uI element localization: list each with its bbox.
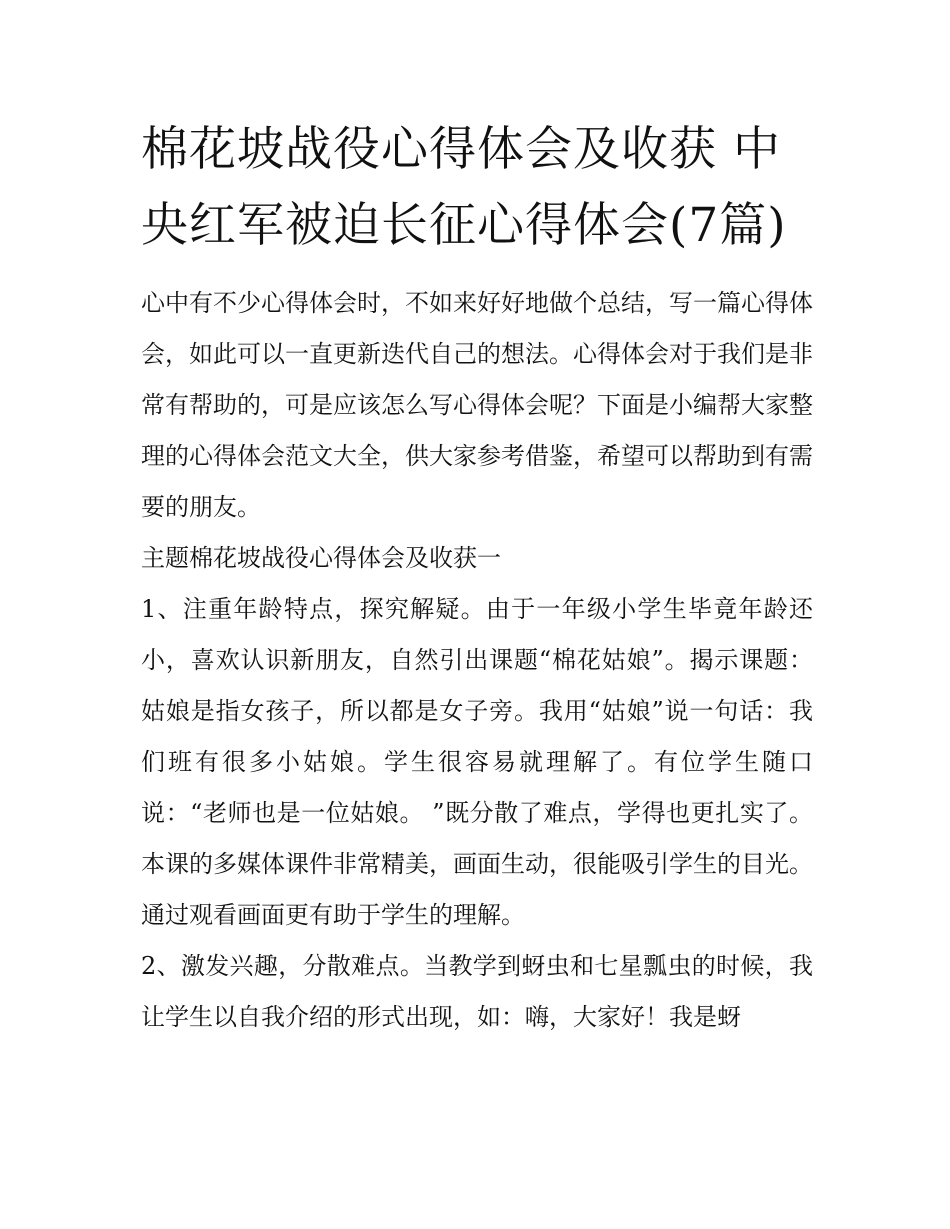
document-page: [141, 112, 813, 1043]
body-paragraph-1: 1、注重年龄特点，探究解疑。由于一年级小学生毕竟年龄还小，喜欢认识新朋友，自然引出课题“棉花姑娘”。揭示课题：姑娘是指女孩子，所以都是女子旁。我用“姑娘”说一句话：我们班有很多小姑娘。学生很容易就理解了。有位学生随口说：“老师也是一位姑娘。 ”既分散了难点，学得也更扎实了。本课的多媒体课件非常精美，画面生动，很能吸引学生的目光。通过观看画面更有助于学生的理解。: [141, 595, 813, 929]
section-heading: 主题棉花坡战役心得体会及收获一: [141, 544, 501, 572]
body-paragraph-2: 2、激发兴趣，分散难点。当教学到蚜虫和七星瓢虫的时候，我让学生以自我介绍的形式出现，如：嗨，大家好！我是蚜: [141, 952, 813, 1031]
document-title: 棉花坡战役心得体会及收获 中央红军被迫长征心得体会(7篇): [141, 122, 787, 253]
intro-paragraph: 心中有不少心得体会时，不如来好好地做个总结，写一篇心得体会，如此可以一直更新迭代自己的想法。心得体会对于我们是非常有帮助的，可是应该怎么写心得体会呢？下面是小编帮大家整理的心得体会范文大全，供大家参考借鉴，希望可以帮助到有需要的朋友。: [141, 289, 813, 521]
